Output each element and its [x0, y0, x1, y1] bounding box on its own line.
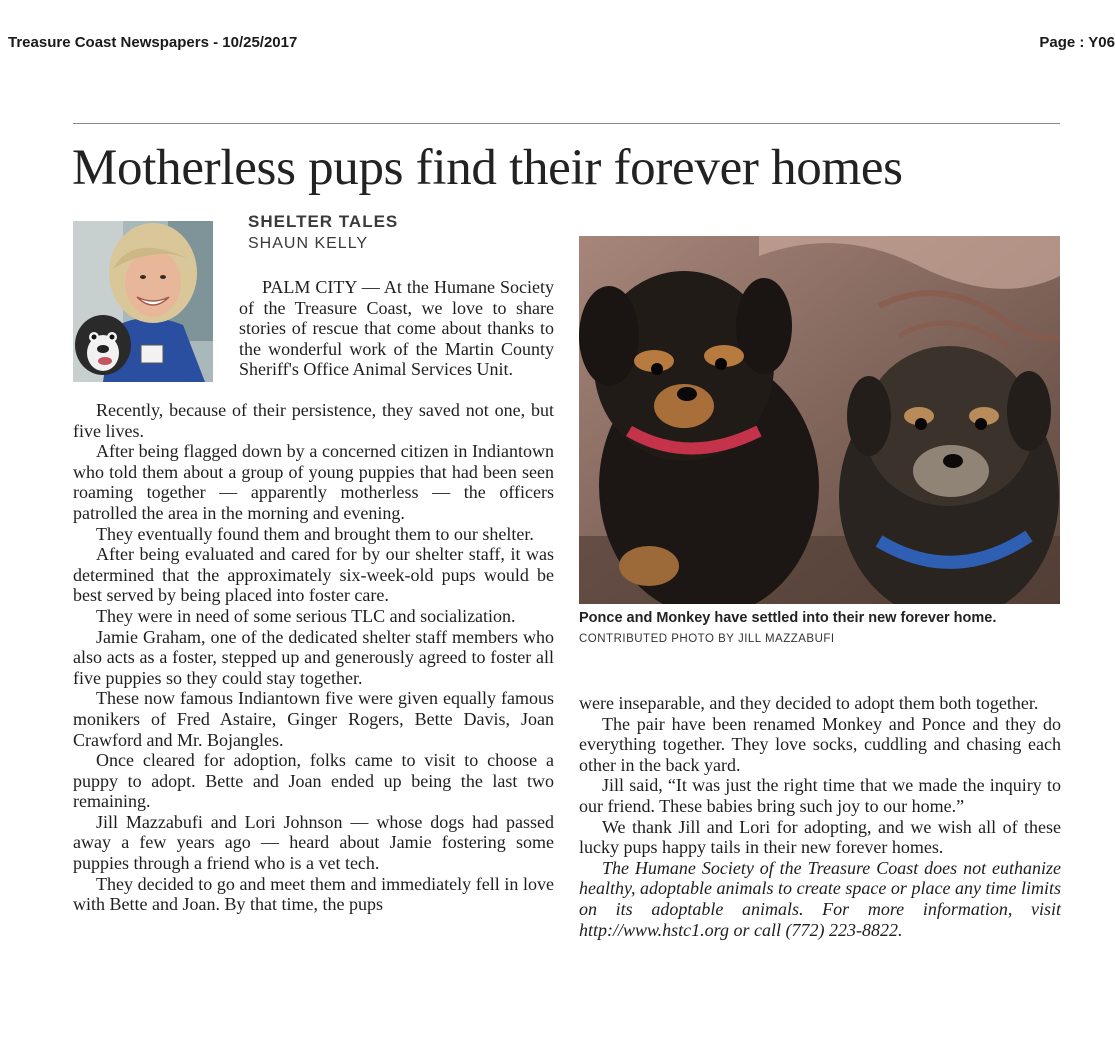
- dogs-photo-image: [579, 236, 1060, 604]
- article-column-2: [579, 693, 1061, 940]
- page-header: [8, 34, 1115, 54]
- body-paragraph: were inseparable, and they decided to adopt them both together.: [579, 693, 1039, 713]
- article-intro: [239, 277, 554, 380]
- body-paragraph: Recently, because of their persistence, they saved not one, but five lives.: [73, 400, 554, 441]
- author-photo: [73, 221, 213, 382]
- photo-caption: Ponce and Monkey have settled into their new forever home.: [579, 610, 997, 626]
- body-paragraph: They eventually found them and brought them to our shelter.: [96, 523, 534, 544]
- body-paragraph: These now famous Indiantown five were given equally famous monikers of Fred Astaire, Ginger Rogers, Bette Davis, Joan Crawford and Mr. Bojangles.: [73, 688, 554, 750]
- publication-date: Treasure Coast Newspapers - 10/25/2017: [8, 34, 298, 51]
- body-paragraph: Jamie Graham, one of the dedicated shelter staff members who also acts as a foster, stepped up and generously agreed to foster all five puppies so they could stay together.: [73, 626, 554, 688]
- page-number: Page : Y06: [1039, 34, 1115, 51]
- body-paragraph: Once cleared for adoption, folks came to visit to choose a puppy to adopt. Bette and Joan ended up being the last two remaining.: [73, 750, 554, 812]
- body-paragraph: After being evaluated and cared for by our shelter staff, it was determined that the approximately six-week-old pups would be best served by being placed into foster care.: [73, 544, 554, 606]
- body-paragraph: Jill said, “It was just the right time that we made the inquiry to our friend. These babies bring such joy to our home.”: [579, 775, 1061, 816]
- column-kicker: SHELTER TALES: [248, 212, 399, 231]
- article-column-1: [73, 400, 554, 915]
- body-paragraph: They decided to go and meet them and immediately fell in love with Bette and Joan. By that time, the pups: [73, 873, 554, 915]
- intro-paragraph: PALM CITY — At the Humane Society of the Treasure Coast, we love to share stories of rescue that come about thanks to the wonderful work of the Martin County Sheriff's Office Animal Services Unit.: [239, 277, 554, 380]
- author-byline: SHAUN KELLY: [248, 235, 369, 252]
- disclaimer-paragraph: The Humane Society of the Treasure Coast does not euthanize healthy, adoptable animals to create space or place any time limits on its adoptable animals. For more information, visit http://www.hstc1.org or call (772) 223-8822.: [579, 857, 1061, 940]
- photo-credit: CONTRIBUTED PHOTO BY JILL MAZZABUFI: [579, 633, 835, 645]
- body-paragraph: Jill Mazzabufi and Lori Johnson — whose dogs had passed away a few years ago — heard about Jamie fostering some puppies through a friend who is a vet tech.: [73, 811, 554, 874]
- article-headline: Motherless pups find their forever homes: [72, 140, 903, 196]
- dogs-photo: [579, 236, 1060, 604]
- body-paragraph: After being flagged down by a concerned citizen in Indiantown who told them about a group of young puppies that had been seen roaming together — apparently motherless — the officers patrolled the area in the morning and evening.: [73, 441, 554, 523]
- body-paragraph: The pair have been renamed Monkey and Ponce and they do everything together. They love socks, cuddling and chasing each other in the back yard.: [579, 713, 1061, 775]
- body-paragraph: They were in need of some serious TLC and socialization.: [96, 605, 516, 626]
- author-portrait-image: [73, 221, 213, 382]
- header-rule: [73, 123, 1060, 124]
- body-paragraph: We thank Jill and Lori for adopting, and we wish all of these lucky pups happy tails in their new forever homes.: [579, 816, 1061, 858]
